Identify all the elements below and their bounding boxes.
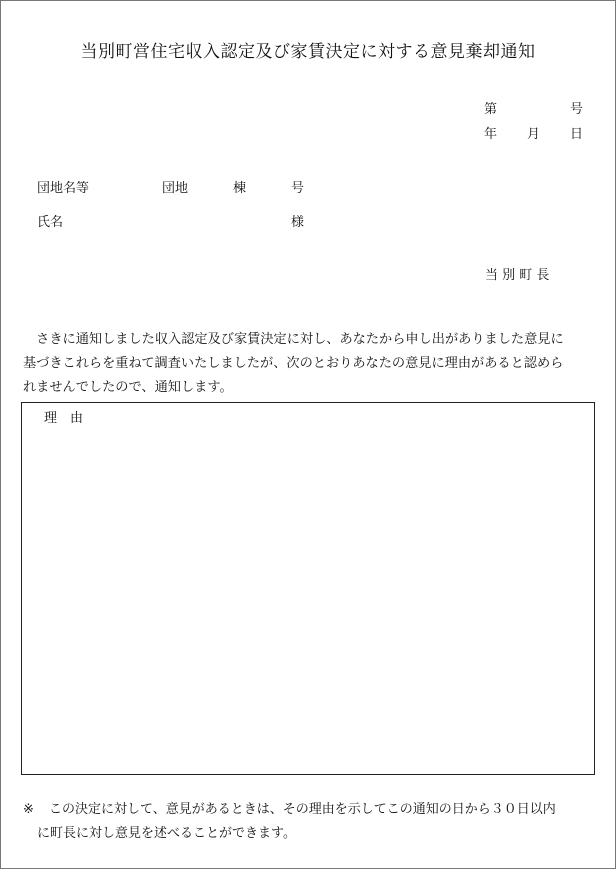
danchi-label: 団地 (162, 181, 189, 196)
note-line-2: に町長に対し意見を述べることができます。 (37, 826, 296, 841)
note-line-1: この決定に対して、意見があるときは、その理由を示してこの通知の日から３０日以内 (49, 802, 556, 817)
name-label: 氏名 (37, 215, 64, 230)
danchi-name-label: 団地名等 (37, 181, 90, 196)
body-line-3: れませんでしたので、通知します。 (23, 380, 233, 395)
date-day: 日 (570, 127, 584, 142)
reason-label: 理由 (44, 411, 97, 426)
document-title: 当別町営住宅収入認定及び家賃決定に対する意見棄却通知 (80, 42, 536, 62)
number-dai: 第 (484, 102, 498, 117)
number-go: 号 (570, 102, 584, 117)
honorific-sama: 様 (291, 215, 305, 230)
go-label: 号 (291, 181, 305, 196)
reason-box (21, 402, 595, 775)
date-year: 年 (484, 127, 498, 142)
note-mark: ※ (23, 802, 34, 817)
tou-label: 棟 (233, 181, 247, 196)
body-line-1: さきに通知しました収入認定及び家賃決定に対し、あなたから申し出がありました意見に (23, 332, 564, 347)
body-line-2: 基づきこれらを重ねて調査いたしましたが、次のとおりあなたの意見に理由があると認めら (23, 356, 564, 371)
date-month: 月 (527, 127, 541, 142)
issuer-name: 当 別 町 長 (485, 268, 550, 283)
